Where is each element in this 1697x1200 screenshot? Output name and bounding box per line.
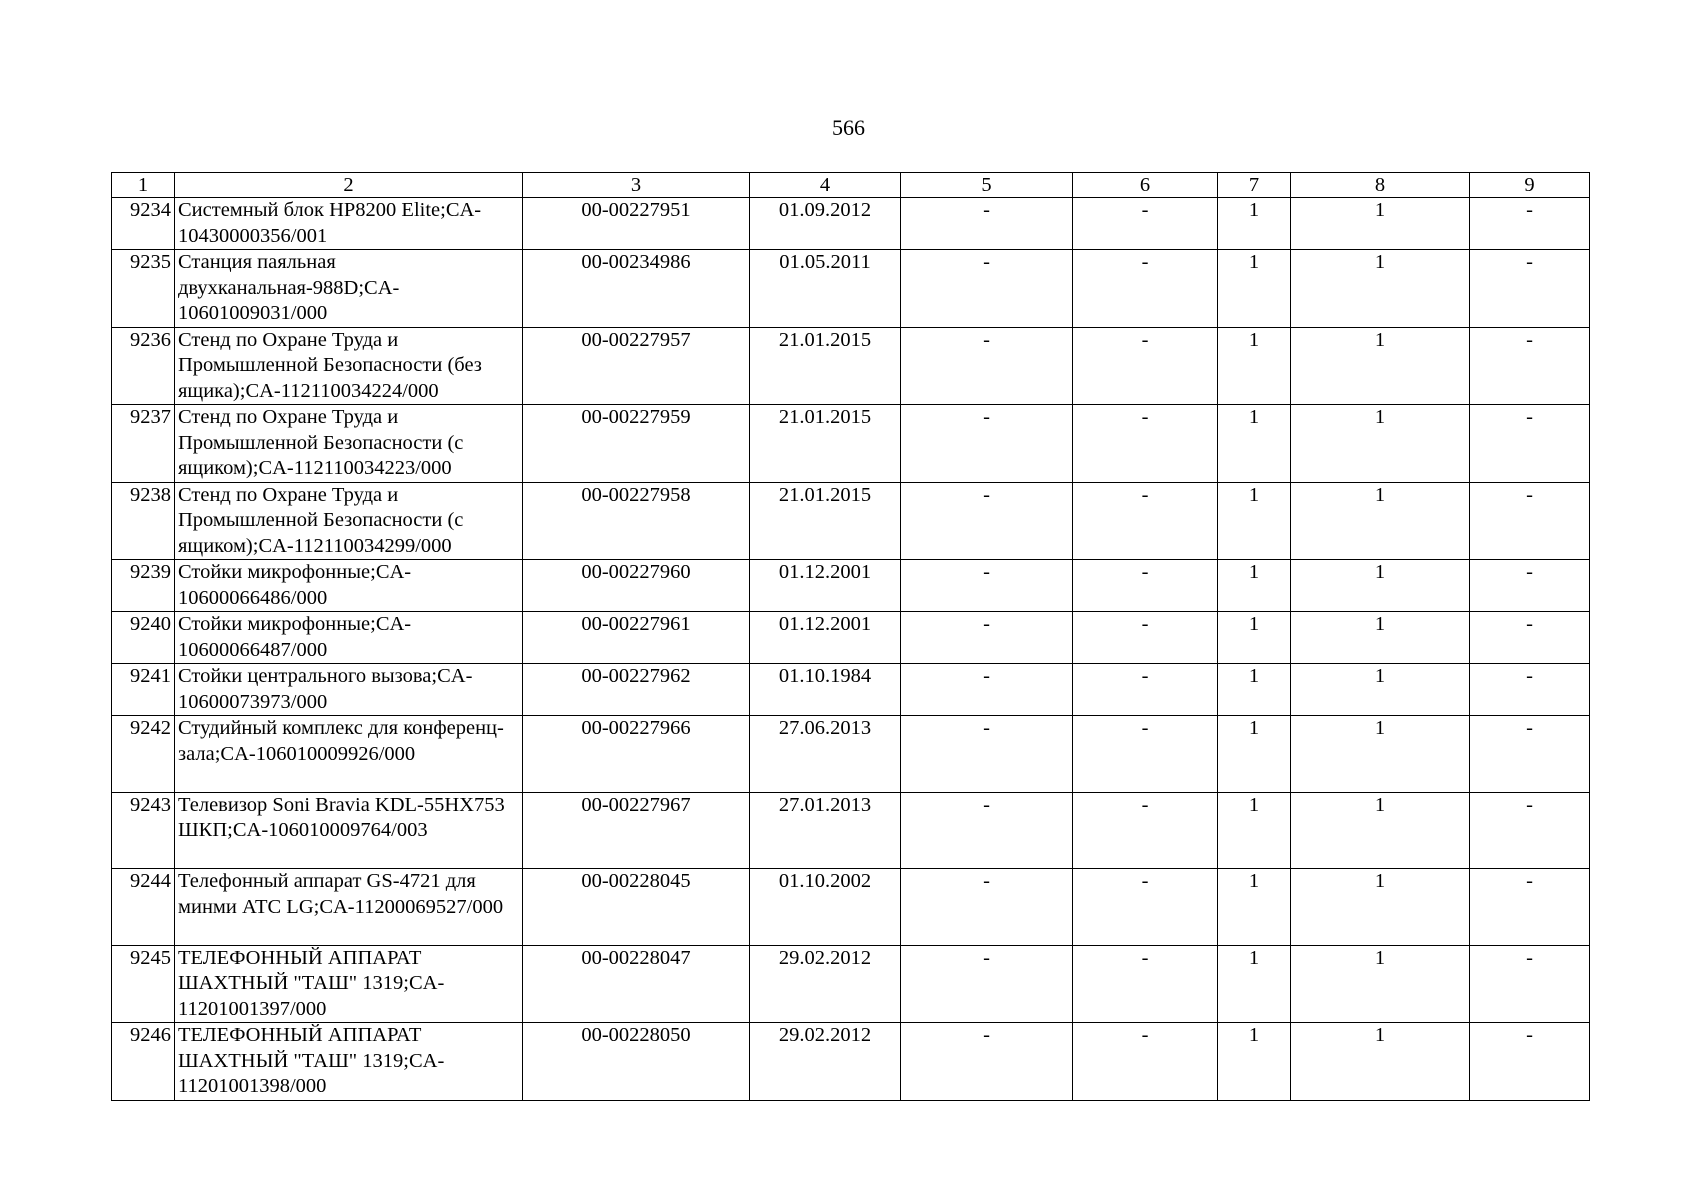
table-row xyxy=(112,1023,1590,1101)
inventory-code: 00-00227957 xyxy=(523,327,750,405)
column-header: 9 xyxy=(1470,173,1590,198)
col6-cell: - xyxy=(1073,405,1218,483)
col8-cell: 1 xyxy=(1291,482,1470,560)
col5-cell: - xyxy=(901,1023,1073,1101)
date-cell: 27.01.2013 xyxy=(750,792,901,869)
date-cell: 21.01.2015 xyxy=(750,327,901,405)
col5-cell: - xyxy=(901,198,1073,250)
item-name: ТЕЛЕФОННЫЙ АППАРАТ ШАХТНЫЙ "ТАШ" 1319;CA-11201001397/000 xyxy=(175,945,523,1023)
date-cell: 01.05.2011 xyxy=(750,250,901,328)
item-name: Стойки центрального вызова;CA-10600073973/000 xyxy=(175,664,523,716)
table-body xyxy=(112,198,1590,1101)
col6-cell: - xyxy=(1073,792,1218,869)
col9-cell: - xyxy=(1470,792,1590,869)
item-name: Стенд по Охране Труда и Промышленной Безопасности (с ящиком);CA-112110034223/000 xyxy=(175,405,523,483)
row-number: 9242 xyxy=(112,716,175,793)
col7-cell: 1 xyxy=(1218,327,1291,405)
col8-cell: 1 xyxy=(1291,945,1470,1023)
row-number: 9246 xyxy=(112,1023,175,1101)
inventory-code: 00-00228047 xyxy=(523,945,750,1023)
item-name: Системный блок HP8200 Elite;CA-10430000356/001 xyxy=(175,198,523,250)
col8-cell: 1 xyxy=(1291,250,1470,328)
date-cell: 29.02.2012 xyxy=(750,945,901,1023)
col9-cell: - xyxy=(1470,1023,1590,1101)
column-header: 5 xyxy=(901,173,1073,198)
col8-cell: 1 xyxy=(1291,612,1470,664)
col5-cell: - xyxy=(901,250,1073,328)
item-name: Студийный комплекс для конференц-зала;CA-106010009926/000 xyxy=(175,716,523,793)
col8-cell: 1 xyxy=(1291,869,1470,946)
column-header: 4 xyxy=(750,173,901,198)
inventory-code: 00-00227958 xyxy=(523,482,750,560)
date-cell: 21.01.2015 xyxy=(750,482,901,560)
col8-cell: 1 xyxy=(1291,664,1470,716)
table-row xyxy=(112,716,1590,793)
col6-cell: - xyxy=(1073,560,1218,612)
table-row xyxy=(112,560,1590,612)
inventory-code: 00-00227966 xyxy=(523,716,750,793)
col5-cell: - xyxy=(901,560,1073,612)
table-row xyxy=(112,405,1590,483)
header-row xyxy=(112,173,1590,198)
row-number: 9241 xyxy=(112,664,175,716)
col8-cell: 1 xyxy=(1291,792,1470,869)
table-row xyxy=(112,869,1590,946)
col9-cell: - xyxy=(1470,612,1590,664)
col7-cell: 1 xyxy=(1218,792,1291,869)
column-header: 7 xyxy=(1218,173,1291,198)
row-number: 9239 xyxy=(112,560,175,612)
date-cell: 27.06.2013 xyxy=(750,716,901,793)
col5-cell: - xyxy=(901,482,1073,560)
col7-cell: 1 xyxy=(1218,198,1291,250)
column-header: 8 xyxy=(1291,173,1470,198)
col5-cell: - xyxy=(901,792,1073,869)
col7-cell: 1 xyxy=(1218,664,1291,716)
col6-cell: - xyxy=(1073,1023,1218,1101)
col5-cell: - xyxy=(901,945,1073,1023)
col7-cell: 1 xyxy=(1218,405,1291,483)
item-name: Станция паяльная двухканальная-988D;CA-10601009031/000 xyxy=(175,250,523,328)
col5-cell: - xyxy=(901,327,1073,405)
col6-cell: - xyxy=(1073,612,1218,664)
table-row xyxy=(112,482,1590,560)
col5-cell: - xyxy=(901,664,1073,716)
col6-cell: - xyxy=(1073,198,1218,250)
col6-cell: - xyxy=(1073,664,1218,716)
col8-cell: 1 xyxy=(1291,198,1470,250)
inventory-code: 00-00227959 xyxy=(523,405,750,483)
item-name: Стенд по Охране Труда и Промышленной Безопасности (с ящиком);CA-112110034299/000 xyxy=(175,482,523,560)
col8-cell: 1 xyxy=(1291,716,1470,793)
table-row xyxy=(112,198,1590,250)
date-cell: 01.10.2002 xyxy=(750,869,901,946)
table-row xyxy=(112,664,1590,716)
col8-cell: 1 xyxy=(1291,405,1470,483)
column-header: 6 xyxy=(1073,173,1218,198)
inventory-code: 00-00227951 xyxy=(523,198,750,250)
col6-cell: - xyxy=(1073,250,1218,328)
col8-cell: 1 xyxy=(1291,560,1470,612)
col6-cell: - xyxy=(1073,945,1218,1023)
col5-cell: - xyxy=(901,405,1073,483)
col9-cell: - xyxy=(1470,945,1590,1023)
col9-cell: - xyxy=(1470,198,1590,250)
col7-cell: 1 xyxy=(1218,250,1291,328)
table-row xyxy=(112,945,1590,1023)
row-number: 9234 xyxy=(112,198,175,250)
col9-cell: - xyxy=(1470,327,1590,405)
col6-cell: - xyxy=(1073,716,1218,793)
date-cell: 01.12.2001 xyxy=(750,612,901,664)
col9-cell: - xyxy=(1470,250,1590,328)
col7-cell: 1 xyxy=(1218,482,1291,560)
column-header: 1 xyxy=(112,173,175,198)
date-cell: 29.02.2012 xyxy=(750,1023,901,1101)
col9-cell: - xyxy=(1470,560,1590,612)
column-header: 3 xyxy=(523,173,750,198)
item-name: Телевизор Soni Bravia KDL-55HX753 ШКП;CA-106010009764/003 xyxy=(175,792,523,869)
col7-cell: 1 xyxy=(1218,716,1291,793)
col9-cell: - xyxy=(1470,482,1590,560)
row-number: 9235 xyxy=(112,250,175,328)
col6-cell: - xyxy=(1073,482,1218,560)
col8-cell: 1 xyxy=(1291,1023,1470,1101)
inventory-code: 00-00227962 xyxy=(523,664,750,716)
inventory-table xyxy=(111,172,1590,1101)
row-number: 9236 xyxy=(112,327,175,405)
col7-cell: 1 xyxy=(1218,612,1291,664)
col9-cell: - xyxy=(1470,405,1590,483)
col6-cell: - xyxy=(1073,869,1218,946)
item-name: Стойки микрофонные;CA-10600066487/000 xyxy=(175,612,523,664)
col5-cell: - xyxy=(901,716,1073,793)
inventory-code: 00-00228045 xyxy=(523,869,750,946)
date-cell: 01.09.2012 xyxy=(750,198,901,250)
col7-cell: 1 xyxy=(1218,560,1291,612)
row-number: 9243 xyxy=(112,792,175,869)
inventory-code: 00-00227961 xyxy=(523,612,750,664)
col7-cell: 1 xyxy=(1218,1023,1291,1101)
column-header: 2 xyxy=(175,173,523,198)
item-name: Телефонный аппарат GS-4721 для минми АТС LG;CA-11200069527/000 xyxy=(175,869,523,946)
col6-cell: - xyxy=(1073,327,1218,405)
row-number: 9237 xyxy=(112,405,175,483)
date-cell: 21.01.2015 xyxy=(750,405,901,483)
col5-cell: - xyxy=(901,612,1073,664)
table-row xyxy=(112,327,1590,405)
date-cell: 01.12.2001 xyxy=(750,560,901,612)
col9-cell: - xyxy=(1470,664,1590,716)
table-row xyxy=(112,250,1590,328)
row-number: 9244 xyxy=(112,869,175,946)
col7-cell: 1 xyxy=(1218,945,1291,1023)
table-row xyxy=(112,612,1590,664)
col9-cell: - xyxy=(1470,716,1590,793)
col8-cell: 1 xyxy=(1291,327,1470,405)
col9-cell: - xyxy=(1470,869,1590,946)
date-cell: 01.10.1984 xyxy=(750,664,901,716)
col7-cell: 1 xyxy=(1218,869,1291,946)
col5-cell: - xyxy=(901,869,1073,946)
row-number: 9245 xyxy=(112,945,175,1023)
item-name: ТЕЛЕФОННЫЙ АППАРАТ ШАХТНЫЙ "ТАШ" 1319;CA-11201001398/000 xyxy=(175,1023,523,1101)
page-number: 566 xyxy=(832,115,865,140)
inventory-code: 00-00227967 xyxy=(523,792,750,869)
row-number: 9240 xyxy=(112,612,175,664)
item-name: Стойки микрофонные;CA-10600066486/000 xyxy=(175,560,523,612)
item-name: Стенд по Охране Труда и Промышленной Безопасности (без ящика);CA-112110034224/000 xyxy=(175,327,523,405)
inventory-code: 00-00228050 xyxy=(523,1023,750,1101)
table-row xyxy=(112,792,1590,869)
inventory-code: 00-00227960 xyxy=(523,560,750,612)
row-number: 9238 xyxy=(112,482,175,560)
inventory-code: 00-00234986 xyxy=(523,250,750,328)
